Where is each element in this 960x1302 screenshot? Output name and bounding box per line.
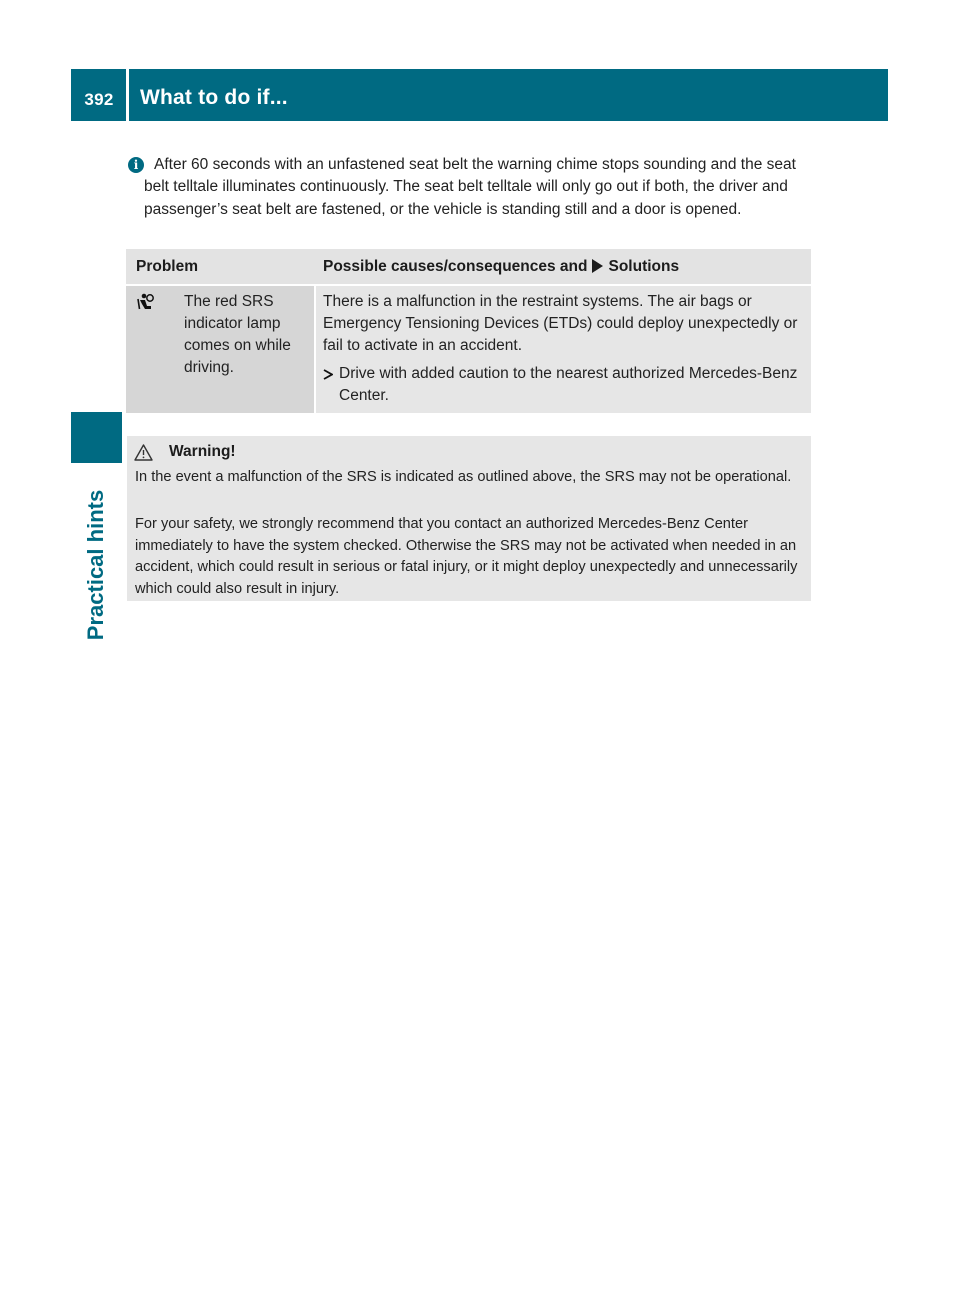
warning-paragraph: In the event a malfunction of the SRS is indicated as outlined above, the SRS may not be operational.: [135, 469, 792, 485]
problem-cell: [126, 286, 316, 413]
action-arrow-icon: [323, 369, 333, 380]
column-header-problem: Problem: [136, 258, 199, 275]
problem-table: [126, 249, 811, 413]
srs-airbag-icon: [135, 293, 155, 313]
column-header-causes-label: Possible causes/consequences and: [323, 258, 588, 275]
action-text: Drive with added caution to the nearest authorized Mercedes-Benz Center.: [339, 365, 798, 404]
header-divider: [126, 69, 129, 121]
warning-triangle-icon: [134, 444, 153, 461]
solution-cell: [316, 286, 811, 413]
info-note-text: After 60 seconds with an unfastened seat belt the warning chime stops sounding and the seat belt telltale illuminates continuously. The seat belt telltale will only go out if both, the driver and passenger’s seat belt are fastened, or the vehicle is standing still and a door is opened.: [144, 156, 796, 218]
table-row: [126, 286, 811, 413]
chapter-title: What to do if...: [140, 86, 288, 109]
side-tab-marker: [71, 412, 122, 463]
column-header-solutions: [323, 258, 679, 276]
warning-title: Warning!: [169, 443, 236, 460]
page-number: 392: [84, 90, 114, 109]
info-icon: i: [128, 157, 144, 173]
warning-paragraph: For your safety, we strongly recommend that you contact an authorized Mercedes-Benz Center immediately to have the system checked. Otherwise the SRS may not be activated when needed in an accident, which could result in serious or fatal injury, or it might deploy unexpectedly and unnecessarily which could also result in injury.: [135, 516, 798, 598]
play-arrow-icon: [592, 259, 603, 273]
warning-box: [127, 436, 811, 601]
side-tab-label: Practical hints: [83, 489, 109, 641]
column-header-solutions-label: Solutions: [608, 258, 680, 275]
action-step: [323, 363, 809, 407]
table-header: [126, 249, 811, 286]
problem-text: The red SRS indicator lamp comes on while driving.: [184, 293, 291, 376]
cause-text: There is a malfunction in the restraint systems. The air bags or Emergency Tensioning Devices (ETDs) could deploy unexpectedly or fail to activate in an accident.: [323, 293, 798, 354]
info-note: [128, 154, 818, 221]
side-tab: [71, 470, 122, 660]
